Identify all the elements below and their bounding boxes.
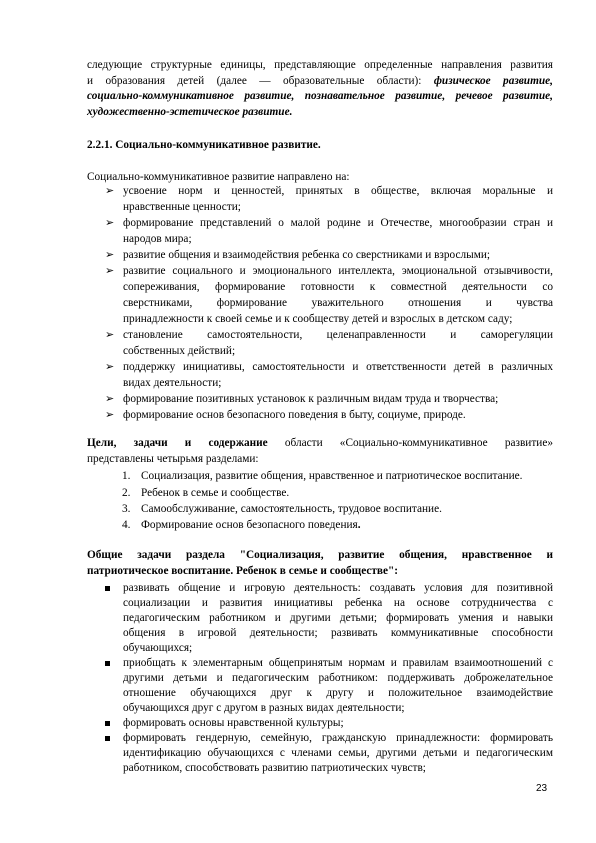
tasks-heading-line-1: Общие задачи раздела "Социализация, развитие общения, нравственное и — [87, 549, 553, 561]
square-item-line: формировать основы нравственной культуры; — [123, 717, 344, 729]
list-number: 2. — [122, 487, 131, 499]
arrow-bullet-icon: ➢ — [105, 249, 115, 261]
arrow-item-line: становление самостоятельности, целенаправленности и саморегуляции — [123, 329, 553, 341]
intro-line-2-text: и образования детей (далее — образовательные области): — [87, 75, 434, 87]
arrow-item-line: формирование представлений о малой родине и Отечестве, многообразии стран и — [123, 217, 553, 229]
intro-physical-development: физическое развитие, — [433, 75, 553, 87]
arrow-item-line: формирование основ безопасного поведения в быту, социуме, природе. — [123, 409, 466, 421]
arrow-item-line: собственных действий; — [123, 345, 236, 357]
arrow-item-line: видах деятельности; — [123, 377, 222, 389]
square-bullet-icon — [105, 586, 110, 591]
intro-line-1: следующие структурные единицы, представляющие определенные направления развития — [87, 59, 553, 71]
arrow-item-line: сопереживания, формирование готовности к совместной деятельности со — [123, 281, 553, 293]
arrow-item-line: развитие социального и эмоционального интеллекта, эмоциональной отзывчивости, — [123, 265, 553, 277]
square-item-line: социализации и развития инициативы ребенка на основе сотрудничества с — [123, 597, 553, 609]
square-item-line: другими детьми и педагогическим работником: поддерживать доброжелательное — [123, 672, 553, 684]
square-item-line: обучающихся друг с другом в разных видах деятельности; — [123, 702, 405, 714]
square-item-line: приобщать к элементарным общепринятым нормам и правилам взаимоотношений с — [123, 657, 553, 669]
arrow-item-line: поддержку инициативы, самостоятельности и ответственности детей в различных — [123, 361, 553, 373]
goals-line-1 — [87, 437, 553, 450]
list-number: 3. — [122, 503, 131, 515]
section-heading: 2.2.1. Социально-коммуникативное развитие. — [87, 139, 321, 151]
arrow-bullet-icon: ➢ — [105, 329, 115, 341]
numbered-item-tail: . — [357, 519, 361, 531]
arrow-bullet-icon: ➢ — [105, 265, 115, 277]
numbered-item-text: Социализация, развитие общения, нравственное и патриотическое воспитание. — [141, 470, 523, 482]
arrow-item-line: сверстниками, формирование уважительного отношения и чувства — [123, 297, 553, 309]
square-item-line: педагогическим работником и другими детьми; формировать умения и навыки — [123, 612, 553, 624]
goals-line-2: представлены четырьмя разделами: — [87, 453, 259, 465]
intro-line-3: социально-коммуникативное развитие, познавательное развитие, речевое развитие, — [87, 90, 553, 102]
intro-line-2 — [87, 75, 553, 88]
square-item-line: работником, способствовать развитию патриотических чувств; — [123, 762, 426, 774]
square-bullet-icon — [105, 661, 110, 666]
arrow-bullet-icon: ➢ — [105, 361, 115, 373]
numbered-item — [141, 487, 553, 500]
lead-text: Социально-коммуникативное развитие направлено на: — [87, 171, 350, 183]
page-number: 23 — [536, 783, 548, 794]
arrow-bullet-icon: ➢ — [105, 185, 115, 197]
square-bullet-icon — [105, 736, 110, 741]
list-number: 1. — [122, 470, 131, 482]
numbered-item-text: Формирование основ безопасного поведения — [141, 519, 358, 531]
square-item-line: развивать общение и игровую деятельность: создавать условия для позитивной — [123, 582, 553, 594]
numbered-item — [141, 503, 553, 516]
square-item-line: общения в игровой деятельности; развивать коммуникативные способности — [123, 627, 553, 639]
numbered-item — [141, 519, 553, 532]
list-number: 4. — [122, 519, 131, 531]
arrow-bullet-icon: ➢ — [105, 409, 115, 421]
goals-rest: области «Социально-коммуникативное развитие» — [267, 437, 553, 449]
square-item-line: идентификацию обучающихся с членами семьи, другими детьми и педагогическим — [123, 747, 553, 759]
square-item-line: обучающихся; — [123, 642, 193, 654]
numbered-item-text: Ребенок в семье и сообществе. — [141, 487, 290, 499]
arrow-item-line: принадлежности к своей семье и к сообществу детей и взрослых в детском саду; — [123, 313, 513, 325]
arrow-item-line: народов мира; — [123, 233, 192, 245]
goals-bold: Цели, задачи и содержание — [87, 437, 268, 449]
numbered-item-text: Самообслуживание, самостоятельность, трудовое воспитание. — [141, 503, 442, 515]
square-item-line: формировать гендерную, семейную, гражданскую принадлежности: формировать — [123, 732, 553, 744]
arrow-bullet-icon: ➢ — [105, 393, 115, 405]
numbered-item — [141, 470, 553, 483]
arrow-item-line: формирование позитивных установок к различным видам труда и творчества; — [123, 393, 499, 405]
arrow-bullet-icon: ➢ — [105, 217, 115, 229]
arrow-item-line: усвоение норм и ценностей, принятых в обществе, включая моральные и — [123, 185, 553, 197]
arrow-item-line: развитие общения и взаимодействия ребенка со сверстниками и взрослыми; — [123, 249, 491, 261]
intro-line-4: художественно-эстетическое развитие. — [87, 106, 293, 118]
square-item-line: отношение обучающихся друг к другу и положительное взаимодействие — [123, 687, 553, 699]
tasks-heading-line-2: патриотическое воспитание. Ребенок в семье и сообществе": — [87, 565, 399, 577]
arrow-item-line: нравственные ценности; — [123, 201, 241, 213]
square-bullet-icon — [105, 721, 110, 726]
